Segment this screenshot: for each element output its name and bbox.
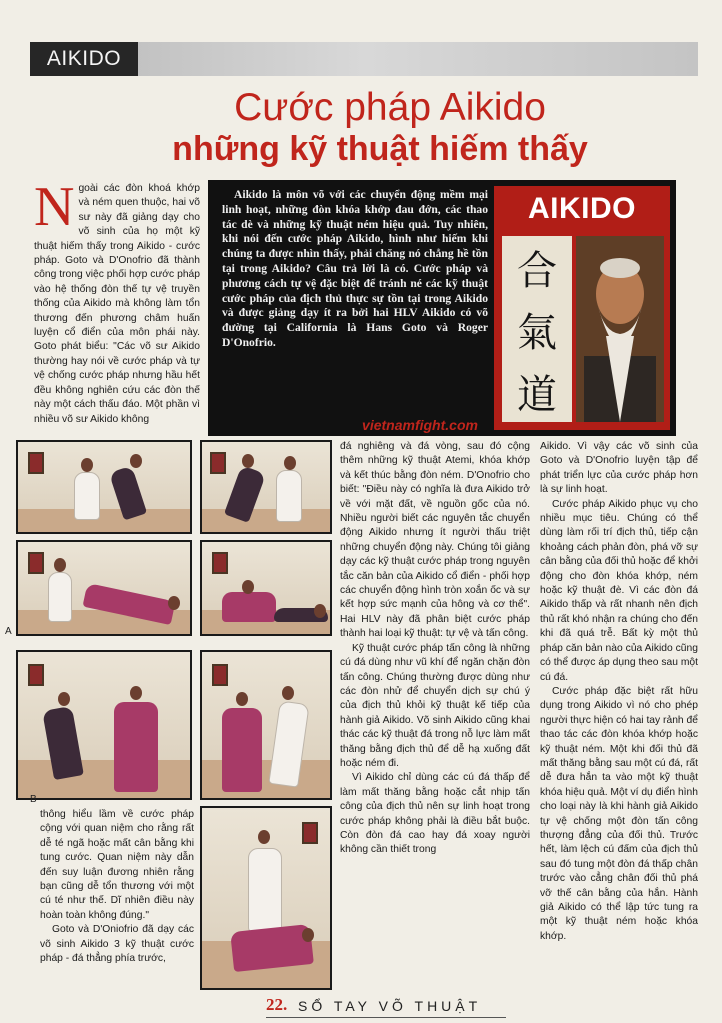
title-line-2: những kỹ thuật hiếm thấy (172, 130, 588, 168)
drop-cap: N (34, 182, 75, 238)
photo-a1 (16, 440, 192, 534)
paragraph: Cước pháp đặc biệt rất hữu dụng trong Aikido vì nó cho phép người thực hiện có hai tay rảnh để thao tác các đòn khóa khớp hoặc kỹ thuật ném. Một khi đối thủ đã mất thăng bằng sau một cú đá, rất dễ đưa hắn ta vào một kỹ thuật khóa hiệu quả. Một ví dụ điển hình cho loại này là khi hành giả Aikido tự vệ chống một đòn tấn công thượng đẳng của đối thủ. Trước hết, làm lệch cú đấm của địch thủ sau đó tung một đòn đá thấp chân trước vào cẳng chân đối thủ phá vỡ thế cân bằng của hắn. Hành giả Aikido có thể lập tức tung ra một kỹ thuật ném hoặc khóa khớp. (540, 685, 698, 942)
calligraphy-char: 氣 (517, 309, 557, 356)
intro-text: Aikido là môn võ với các chuyển động mềm mại linh hoạt, những đòn khóa khớp đau đớn, các thao tác dè và những kỹ thuật ném hiệu quả. Tuy nhiên, khi nói đến cước pháp Aikido, hình như hiếm khi chúng ta được nhìn thấy, phải chăng nó chẳng hề tồn tại trong Aikido? Câu trả lời là có. Cước pháp và phương cách tự vệ đặc biệt để tránh né các kỹ thuật cước pháp của địch thủ thực sự tồn tại trong Aikido và được giảng dạy ít ra bởi hai HLV Aikido có võ đường tại California là Hans Goto và Roger D'Onofrio. (222, 188, 488, 349)
photo-a4 (200, 540, 332, 636)
paragraph: Vì Aikido chỉ dùng các cú đá thấp để làm mất thăng bằng hoặc cắt nhịp tấn công của địch thủ nên sự linh hoạt trong cước pháp không phải là điều bắt buộc. Còn đòn đá cao hay đá xoay người không cần thiết trong (340, 772, 530, 856)
page-number: 22. (266, 995, 288, 1014)
aikido-poster (494, 186, 670, 430)
photo-a2 (200, 440, 332, 534)
photo-b1 (16, 650, 192, 800)
paragraph: Aikido. Vì vậy các võ sinh của Goto và D'Onofrio luyện tập để phát triển lực của cước pháp hơn là sự linh hoạt. (540, 441, 698, 496)
paragraph: goài các đòn khoá khớp và ném quen thuộc, hai võ sư này đã giảng dạy cho võ sinh của họ một kỹ thuật hiếm thấy trong Aikido - cước pháp. Goto và D'Onofrio đã thành công trong việc phối hợp cước pháp vào hệ thống đòn thế tự vệ truyền thống của Aikido mà không làm tổn thương đến phương châm huấn luyện cổ điển của môn phái này. Goto phát biểu: "Các võ sư Aikido thường hay nói về cước pháp và tự vệ chống cước pháp nhưng hầu hết đều không nghiên cứu các đòn thế này một cách thấu đáo. Một phần vì nhiều võ sư Aikido không (34, 183, 200, 425)
section-tag: AIKIDO (30, 42, 138, 76)
paragraph: Cước pháp Aikido phục vụ cho nhiều mục tiêu. Chúng có thể dùng làm rối trí địch thủ, tiếp cận khoảng cách phản đòn, phá vỡ sự cân bằng của đối thủ hoặc để khởi động cho đòn khóa khớp, ném hoặc kỹ thuật đè. Vì các đòn đá Aikido thấp và rất nhanh nên địch thủ rất khó nhận ra chúng cho đến khi đã quá trễ. Bất kỳ một thủ pháp căn bản nào của Aikido cũng có thể được áp dụng theo sau một cú đá. (540, 498, 698, 683)
photo-group-label-a: A (5, 626, 12, 637)
calligraphy-char: 合 (517, 247, 557, 294)
column-right (540, 440, 698, 992)
column-intro-left (34, 182, 200, 438)
column-left-bottom (40, 808, 194, 994)
photo-b3 (200, 806, 332, 990)
column-middle (340, 440, 530, 992)
photo-group-label-b: B (30, 794, 37, 805)
title-line-1: Cước pháp Aikido (234, 86, 546, 129)
paragraph: thông hiểu lầm về cước pháp cộng với quan niệm cho rằng rất dễ té ngã hoặc mất cân bằng khi tung cước. Quan niệm này dẫn đến suy luận đương nhiên rằng bạn cũng dễ tổn thương với một cú té như thế. Dĩ nhiên điều này hoàn toàn không đúng." (40, 809, 194, 921)
calligraphy-panel (502, 236, 572, 422)
website-watermark: vietnamfight.com (362, 417, 478, 433)
master-portrait (576, 236, 664, 422)
photo-a3 (16, 540, 192, 636)
portrait-illustration (576, 236, 664, 422)
footer-rule (266, 1017, 506, 1018)
magazine-name: SỔ TAY VÕ THUẬT (298, 998, 482, 1014)
photo-b2 (200, 650, 332, 800)
paragraph: Goto và D'Oniofrio đã dạy các võ sinh Aikido 3 kỹ thuật cước pháp - đá thẳng phía trước, (40, 924, 194, 965)
calligraphy-char: 道 (517, 371, 557, 418)
paragraph: đá nghiêng và đá vòng, sau đó cộng thêm những kỹ thuật Atemi, khóa khớp và kết thúc bằng đòn ném. D'Onofrio cho biết: "Điều này có nghĩa là đưa Aikido trở về với mặt đất, về nguồn gốc của nó. Nhiều người biết các nguyên tắc chuyển động Aikido nhưng ít người thấu triệt những chuyển động này. Chúng tôi giảng dạy các kỹ thuật cước pháp trong nguyên tắc căn bản của Aikido cổ điển - phối hợp các chuyển động hình tròn xoắn ốc và sự kết hợp sức mạnh của hông và cơ thể". Hai HLV này đã phân biệt cước pháp thành hai loại kỹ thuật: tự vệ và tấn công. (340, 441, 530, 640)
paragraph: Kỹ thuật cước pháp tấn công là những cú đá dùng như vũ khí để ngăn chặn đòn tấn công. Chúng thường được dùng như các đòn nhử để chuyển dịch sự chú ý của địch thủ khỏi kỹ thuật kế tiếp của hành giả Aikido. Võ sinh Aikido cũng khai thác các kỹ thuật đá trong nỗ lực làm mất thăng bằng địch thủ để dễ hạ xuống đất hoặc ném đi. (340, 642, 530, 769)
aikido-logo-word: AIKIDO (528, 192, 636, 225)
intro-box (208, 180, 676, 436)
